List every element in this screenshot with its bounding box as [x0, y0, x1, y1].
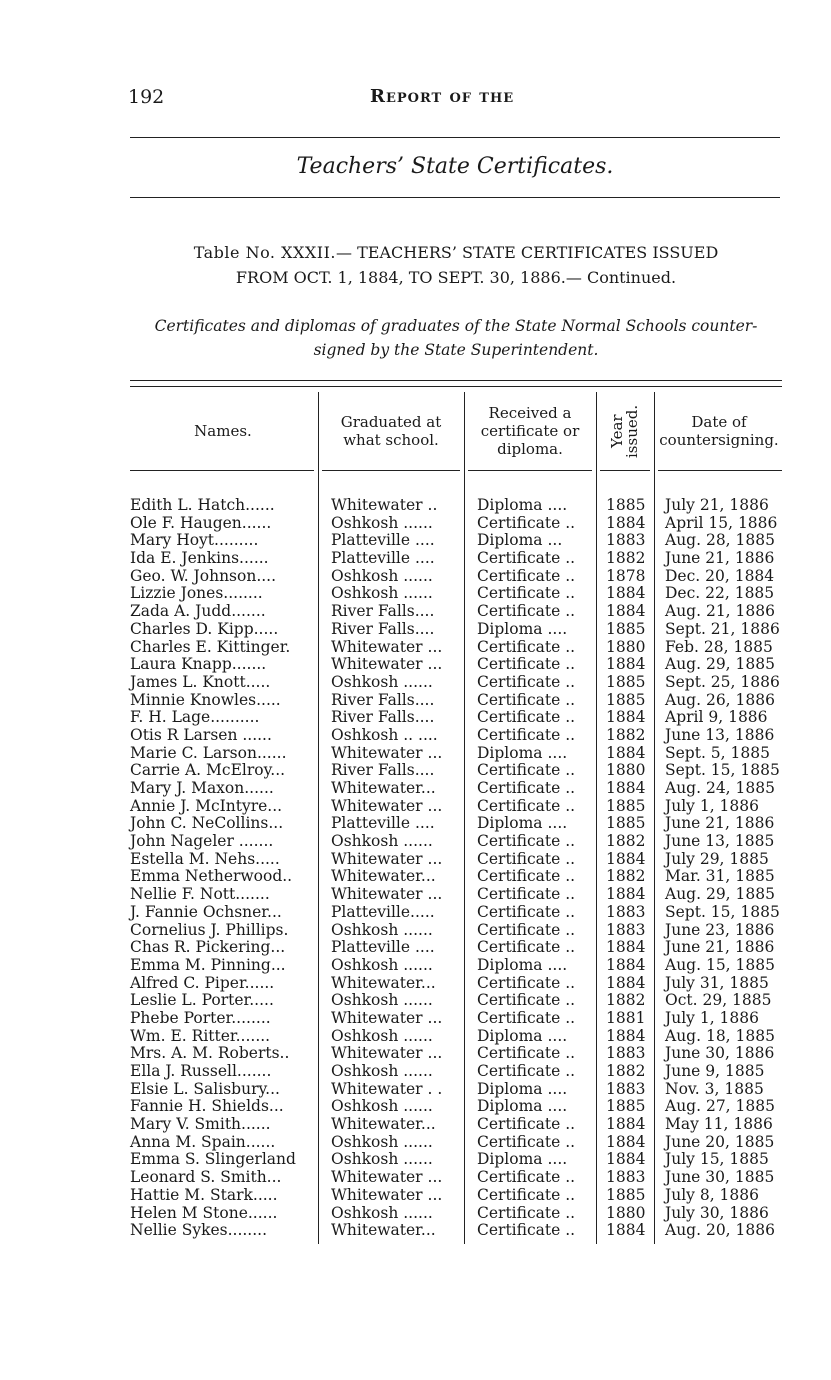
- cell-received: Certificate ..: [477, 1008, 576, 1027]
- table-caption-title: — TEACHERS’ STATE CERTIFICATES ISSUED: [336, 243, 719, 262]
- cell-name: Annie J. McIntyre...: [130, 796, 283, 815]
- column-header-year: Year issued.: [608, 404, 641, 458]
- cell-school: Platteville ....: [331, 531, 435, 550]
- table-row: [130, 1010, 790, 1028]
- cell-school: Oshkosh ......: [331, 672, 433, 691]
- table-row: [130, 727, 790, 745]
- cell-name: Phebe Porter........: [130, 1008, 271, 1027]
- cell-year: 1881: [606, 1008, 646, 1027]
- cell-date: June 30, 1886: [665, 1044, 775, 1063]
- cell-year: 1883: [606, 902, 646, 921]
- cell-year: 1884: [606, 655, 646, 674]
- cell-school: Oshkosh ......: [331, 955, 433, 974]
- cell-name: Alfred C. Piper......: [130, 973, 275, 992]
- table-row: [130, 1205, 790, 1223]
- cell-school: Whitewater...: [331, 1221, 436, 1240]
- table-row: [130, 532, 790, 550]
- cell-year: 1884: [606, 849, 646, 868]
- cell-year: 1882: [606, 1062, 646, 1080]
- cell-name: Ole F. Haugen......: [130, 513, 272, 532]
- cell-name: Anna M. Spain......: [130, 1132, 276, 1151]
- cell-date: Feb. 28, 1885: [665, 637, 773, 656]
- table-row: [130, 975, 790, 993]
- cell-year: 1882: [606, 549, 646, 568]
- cell-name: Elsie L. Salisbury...: [130, 1079, 280, 1098]
- cell-name: Mary J. Maxon......: [130, 779, 274, 797]
- cell-date: Aug. 29, 1885: [665, 655, 775, 674]
- section-title: Teachers’ State Certificates.: [296, 154, 614, 179]
- cell-received: Certificate ..: [477, 796, 576, 815]
- table-row: [130, 603, 790, 621]
- cell-received: Certificate ..: [477, 566, 576, 585]
- cell-year: 1883: [606, 1168, 646, 1187]
- cell-school: Oshkosh ......: [331, 513, 433, 532]
- table-row: [130, 1134, 790, 1152]
- cell-date: Aug. 20, 1886: [665, 1221, 775, 1240]
- cell-school: Oshkosh ......: [331, 832, 433, 851]
- cell-school: Oshkosh .. ....: [331, 725, 438, 744]
- table-row: [130, 851, 790, 869]
- cell-year: 1885: [606, 619, 646, 638]
- cell-school: Whitewater...: [331, 779, 436, 797]
- cell-school: Whitewater ...: [331, 796, 443, 815]
- cell-year: 1885: [606, 814, 646, 833]
- cell-date: July 1, 1886: [665, 796, 759, 815]
- cell-school: Platteville.....: [331, 902, 435, 921]
- table-row: [130, 709, 790, 727]
- cell-year: 1884: [606, 743, 646, 762]
- cell-year: 1884: [606, 513, 646, 532]
- table-row: [130, 780, 790, 798]
- table-row: [130, 957, 790, 975]
- cell-school: Platteville ....: [331, 549, 435, 568]
- table-row: [130, 515, 790, 533]
- cell-year: 1882: [606, 725, 646, 744]
- table-row: [130, 621, 790, 639]
- cell-school: River Falls....: [331, 761, 435, 780]
- cell-received: Certificate ..: [477, 655, 576, 674]
- cell-received: Certificate ..: [477, 725, 576, 744]
- cell-received: Certificate ..: [477, 1221, 576, 1240]
- cell-received: Certificate ..: [477, 1203, 576, 1222]
- cell-name: Zada A. Judd.......: [130, 602, 266, 621]
- cell-date: July 8, 1886: [665, 1185, 759, 1204]
- cell-year: 1884: [606, 1115, 646, 1134]
- table-row: [130, 1081, 790, 1099]
- cell-received: Certificate ..: [477, 1168, 576, 1187]
- header-separator-date: [658, 470, 782, 471]
- cell-date: Aug. 21, 1886: [665, 602, 775, 621]
- cell-school: Oshkosh ......: [331, 1132, 433, 1151]
- cell-received: Diploma ....: [477, 1026, 568, 1045]
- cell-year: 1885: [606, 672, 646, 691]
- page-number: 192: [128, 86, 165, 108]
- cell-school: Whitewater ...: [331, 1185, 443, 1204]
- cell-school: Whitewater ...: [331, 743, 443, 762]
- cell-year: 1884: [606, 602, 646, 621]
- table-row: [130, 1169, 790, 1187]
- cell-year: 1884: [606, 584, 646, 603]
- table-row: [130, 1063, 790, 1081]
- table-row: [130, 1028, 790, 1046]
- cell-date: Aug. 15, 1885: [665, 955, 775, 974]
- cell-year: 1880: [606, 1203, 646, 1222]
- cell-year: 1882: [606, 832, 646, 851]
- cell-date: Nov. 3, 1885: [665, 1079, 764, 1098]
- cell-date: June 13, 1885: [665, 832, 775, 851]
- table-row: [130, 939, 790, 957]
- cell-received: Certificate ..: [477, 549, 576, 568]
- cell-name: Helen M Stone......: [130, 1203, 278, 1222]
- cell-school: Whitewater ...: [331, 849, 443, 868]
- cell-name: Leslie L. Porter.....: [130, 991, 274, 1010]
- cell-name: Mrs. A. M. Roberts..: [130, 1044, 290, 1063]
- table-subcaption: [130, 314, 782, 362]
- subcaption-line-2: signed by the State Superintendent.: [313, 341, 599, 359]
- cell-name: J. Fannie Ochsner...: [130, 902, 282, 921]
- cell-received: Certificate ..: [477, 920, 576, 939]
- cell-name: Minnie Knowles.....: [130, 690, 281, 709]
- cell-school: Whitewater ...: [331, 637, 443, 656]
- cell-date: June 21, 1886: [665, 938, 775, 957]
- cell-date: June 23, 1886: [665, 920, 775, 939]
- cell-year: 1884: [606, 973, 646, 992]
- cell-name: Carrie A. McElroy...: [130, 761, 286, 780]
- cell-school: River Falls....: [331, 690, 435, 709]
- cell-date: July 31, 1885: [665, 973, 769, 992]
- cell-received: Diploma ....: [477, 496, 568, 514]
- table-row: [130, 904, 790, 922]
- cell-school: Oshkosh ......: [331, 1026, 433, 1045]
- cell-year: 1885: [606, 1097, 646, 1116]
- cell-received: Certificate ..: [477, 584, 576, 603]
- cell-school: Whitewater...: [331, 973, 436, 992]
- cell-year: 1883: [606, 920, 646, 939]
- cell-name: Cornelius J. Phillips.: [130, 920, 289, 939]
- cell-school: Oshkosh ......: [331, 566, 433, 585]
- cell-date: Mar. 31, 1885: [665, 867, 775, 886]
- table-row: [130, 585, 790, 603]
- cell-date: April 9, 1886: [665, 708, 768, 727]
- cell-school: Oshkosh ......: [331, 1062, 433, 1080]
- cell-date: June 20, 1885: [665, 1132, 775, 1151]
- cell-year: 1883: [606, 1079, 646, 1098]
- cell-name: Leonard S. Smith...: [130, 1168, 282, 1187]
- cell-school: Whitewater . .: [331, 1079, 443, 1098]
- cell-school: Oshkosh ......: [331, 1150, 433, 1169]
- table-row: [130, 833, 790, 851]
- cell-date: April 15, 1886: [665, 513, 778, 532]
- cell-date: July 29, 1885: [665, 849, 769, 868]
- cell-received: Certificate ..: [477, 1115, 576, 1134]
- table-row: [130, 815, 790, 833]
- cell-year: 1885: [606, 496, 646, 514]
- cell-year: 1882: [606, 867, 646, 886]
- cell-name: Emma S. Slingerland: [130, 1150, 296, 1169]
- header-separator-names: [130, 470, 314, 471]
- cell-received: Certificate ..: [477, 1062, 576, 1080]
- cell-year: 1883: [606, 1044, 646, 1063]
- cell-received: Certificate ..: [477, 849, 576, 868]
- cell-date: July 30, 1886: [665, 1203, 769, 1222]
- cell-year: 1878: [606, 566, 646, 585]
- cell-received: Certificate ..: [477, 1044, 576, 1063]
- cell-school: Platteville ....: [331, 814, 435, 833]
- cell-date: Sept. 25, 1886: [665, 672, 780, 691]
- cell-year: 1884: [606, 1221, 646, 1240]
- cell-received: Certificate ..: [477, 672, 576, 691]
- rule-top: [130, 137, 780, 138]
- cell-received: Certificate ..: [477, 1185, 576, 1204]
- cell-name: Edith L. Hatch......: [130, 496, 275, 514]
- subcaption-line-1: Certificates and diplomas of graduates of the State Normal Schools counter-: [154, 317, 758, 335]
- cell-school: Oshkosh ......: [331, 920, 433, 939]
- cell-school: Whitewater ...: [331, 655, 443, 674]
- cell-received: Certificate ..: [477, 708, 576, 727]
- cell-school: River Falls....: [331, 602, 435, 621]
- cell-date: July 21, 1886: [665, 496, 769, 514]
- cell-name: Ida E. Jenkins......: [130, 549, 269, 568]
- cell-received: Certificate ..: [477, 902, 576, 921]
- cell-date: Sept. 15, 1885: [665, 902, 780, 921]
- table-caption-line-1: [130, 240, 782, 265]
- cell-date: Sept. 15, 1885: [665, 761, 780, 780]
- cell-name: Estella M. Nehs.....: [130, 849, 280, 868]
- cell-school: Whitewater ...: [331, 1168, 443, 1187]
- cell-year: 1884: [606, 938, 646, 957]
- table-body: [130, 497, 790, 1240]
- rule-below-title: [130, 197, 780, 198]
- column-header-received: Received a certificate or diploma.: [480, 404, 580, 458]
- cell-received: Diploma ....: [477, 955, 568, 974]
- header-separator-school: [322, 470, 460, 471]
- cell-received: Certificate ..: [477, 690, 576, 709]
- cell-date: Aug. 28, 1885: [665, 531, 775, 550]
- cell-received: Diploma ....: [477, 619, 568, 638]
- cell-date: Oct. 29, 1885: [665, 991, 772, 1010]
- table-row: [130, 1116, 790, 1134]
- cell-school: Whitewater ...: [331, 1044, 443, 1063]
- cell-year: 1885: [606, 1185, 646, 1204]
- cell-received: Certificate ..: [477, 1132, 576, 1151]
- table-caption-line-2: FROM OCT. 1, 1884, TO SEPT. 30, 1886.— Continued.: [235, 268, 677, 287]
- cell-name: Mary Hoyt.........: [130, 531, 259, 550]
- cell-date: Aug. 26, 1886: [665, 690, 775, 709]
- cell-date: Dec. 20, 1884: [665, 566, 775, 585]
- table-row: [130, 568, 790, 586]
- cell-year: 1885: [606, 690, 646, 709]
- cell-name: Laura Knapp.......: [130, 655, 267, 674]
- table-row: [130, 550, 790, 568]
- running-head: Report of the: [370, 86, 515, 107]
- cell-school: Whitewater...: [331, 867, 436, 886]
- table-row: [130, 992, 790, 1010]
- table-row: [130, 639, 790, 657]
- cell-year: 1883: [606, 531, 646, 550]
- table-row: [130, 922, 790, 940]
- cell-received: Diploma ....: [477, 1150, 568, 1169]
- cell-school: Whitewater ...: [331, 1008, 443, 1027]
- cell-name: Fannie H. Shields...: [130, 1097, 284, 1116]
- cell-date: July 15, 1885: [665, 1150, 769, 1169]
- cell-date: Aug. 29, 1885: [665, 885, 775, 904]
- cell-name: Mary V. Smith......: [130, 1115, 271, 1134]
- cell-name: Lizzie Jones........: [130, 584, 263, 603]
- cell-school: Oshkosh ......: [331, 991, 433, 1010]
- cell-received: Certificate ..: [477, 602, 576, 621]
- cell-school: Oshkosh ......: [331, 1097, 433, 1116]
- cell-date: June 30, 1885: [665, 1168, 775, 1187]
- cell-year: 1884: [606, 885, 646, 904]
- cell-name: Otis R Larsen ......: [130, 725, 272, 744]
- cell-received: Certificate ..: [477, 761, 576, 780]
- cell-name: Charles D. Kipp.....: [130, 619, 279, 638]
- cell-school: Oshkosh ......: [331, 1203, 433, 1222]
- table-row: [130, 1045, 790, 1063]
- table-row: [130, 886, 790, 904]
- cell-received: Diploma ...: [477, 531, 563, 550]
- table-row: [130, 1222, 790, 1240]
- cell-date: July 1, 1886: [665, 1008, 759, 1027]
- cell-name: F. H. Lage..........: [130, 708, 260, 727]
- cell-name: Charles E. Kittinger.: [130, 637, 291, 656]
- cell-name: Geo. W. Johnson....: [130, 566, 277, 585]
- table-top-rule-2: [130, 386, 782, 387]
- table-row: [130, 692, 790, 710]
- cell-date: Aug. 27, 1885: [665, 1097, 775, 1116]
- cell-received: Certificate ..: [477, 973, 576, 992]
- cell-school: River Falls....: [331, 619, 435, 638]
- cell-date: Sept. 5, 1885: [665, 743, 770, 762]
- table-number: Table No. XXXII.: [193, 243, 336, 262]
- table-row: [130, 674, 790, 692]
- table-top-rule: [130, 380, 782, 381]
- cell-received: Certificate ..: [477, 938, 576, 957]
- cell-date: Aug. 18, 1885: [665, 1026, 775, 1045]
- cell-name: Emma M. Pinning...: [130, 955, 286, 974]
- cell-school: Whitewater ...: [331, 885, 443, 904]
- cell-received: Certificate ..: [477, 867, 576, 886]
- table-row: [130, 656, 790, 674]
- cell-year: 1880: [606, 637, 646, 656]
- cell-date: Aug. 24, 1885: [665, 779, 775, 797]
- cell-name: Marie C. Larson......: [130, 743, 287, 762]
- cell-date: June 9, 1885: [665, 1062, 765, 1080]
- cell-name: John Nageler .......: [130, 832, 274, 851]
- cell-date: June 13, 1886: [665, 725, 775, 744]
- cell-name: Hattie M. Stark.....: [130, 1185, 278, 1204]
- cell-name: Nellie Sykes........: [130, 1221, 268, 1240]
- cell-year: 1882: [606, 991, 646, 1010]
- cell-school: Platteville ....: [331, 938, 435, 957]
- table-row: [130, 762, 790, 780]
- cell-year: 1884: [606, 708, 646, 727]
- table-row: [130, 868, 790, 886]
- column-header-year-cell: [598, 392, 652, 470]
- cell-year: 1880: [606, 761, 646, 780]
- cell-received: Diploma ....: [477, 1097, 568, 1116]
- cell-name: John C. NeCollins...: [130, 814, 284, 833]
- cell-date: June 21, 1886: [665, 814, 775, 833]
- table-row: [130, 497, 790, 515]
- cell-received: Certificate ..: [477, 832, 576, 851]
- cell-name: Nellie F. Nott.......: [130, 885, 270, 904]
- cell-date: Sept. 21, 1886: [665, 619, 780, 638]
- column-header-school: Graduated at what school.: [340, 413, 442, 449]
- cell-school: River Falls....: [331, 708, 435, 727]
- cell-received: Certificate ..: [477, 779, 576, 797]
- cell-year: 1885: [606, 796, 646, 815]
- column-header-date: Date of countersigning.: [659, 413, 779, 449]
- cell-year: 1884: [606, 779, 646, 797]
- cell-school: Whitewater ..: [331, 496, 438, 514]
- cell-name: Emma Netherwood..: [130, 867, 293, 886]
- cell-year: 1884: [606, 1150, 646, 1169]
- cell-school: Whitewater...: [331, 1115, 436, 1134]
- cell-received: Diploma ....: [477, 1079, 568, 1098]
- cell-received: Certificate ..: [477, 637, 576, 656]
- table-row: [130, 1151, 790, 1169]
- table-row: [130, 1098, 790, 1116]
- table-row: [130, 745, 790, 763]
- cell-name: Wm. E. Ritter.......: [130, 1026, 271, 1045]
- header-separator-received: [468, 470, 592, 471]
- cell-received: Certificate ..: [477, 991, 576, 1010]
- column-header-names: Names.: [194, 422, 252, 440]
- cell-name: Chas R. Pickering...: [130, 938, 286, 957]
- cell-year: 1884: [606, 1132, 646, 1151]
- cell-received: Certificate ..: [477, 885, 576, 904]
- cell-date: June 21, 1886: [665, 549, 775, 568]
- cell-received: Certificate ..: [477, 513, 576, 532]
- cell-school: Oshkosh ......: [331, 584, 433, 603]
- cell-year: 1884: [606, 1026, 646, 1045]
- cell-received: Diploma ....: [477, 743, 568, 762]
- cell-name: Ella J. Russell.......: [130, 1062, 272, 1080]
- cell-received: Diploma ....: [477, 814, 568, 833]
- header-separator-year: [600, 470, 650, 471]
- cell-date: Dec. 22, 1885: [665, 584, 775, 603]
- cell-year: 1884: [606, 955, 646, 974]
- cell-date: May 11, 1886: [665, 1115, 773, 1134]
- table-row: [130, 798, 790, 816]
- table-caption: [130, 240, 782, 290]
- cell-name: James L. Knott.....: [130, 672, 271, 691]
- table-row: [130, 1187, 790, 1205]
